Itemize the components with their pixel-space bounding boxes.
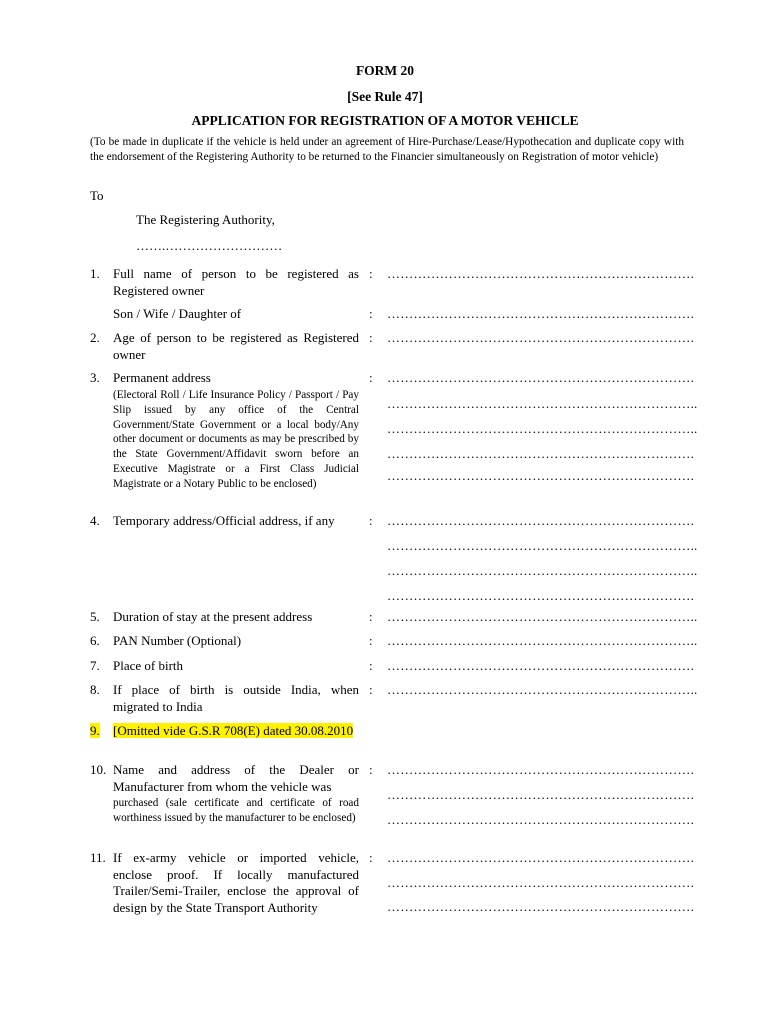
form-number: FORM 20 — [355, 63, 415, 78]
age-field[interactable]: ……………………………………………………………. — [387, 330, 695, 345]
addressee-to: To — [90, 188, 104, 203]
item-number: 6. — [90, 633, 100, 648]
colon: : — [369, 609, 373, 624]
item-label-omitted — [113, 723, 359, 740]
permanent-address-field-3[interactable]: …………………………………………………………….. — [387, 421, 698, 436]
permanent-address-note: (Electoral Roll / Life Insurance Policy / Passport / Pay Slip issued by any office of the Central Government/State Government or a local body/Any other document or documents as may be prescribed by the State Government/Affidavit sworn before an Executive Magistrate or a First Class Judicial Magistrate or a Notary Public to be enclosed) — [113, 389, 359, 490]
item-number: 4. — [90, 513, 100, 528]
temporary-address-field-4[interactable]: ……………………………………………………………. — [387, 588, 695, 603]
item-number: 3. — [90, 370, 100, 385]
item-number: 10. — [90, 762, 107, 777]
temporary-address-field-2[interactable]: …………………………………………………………….. — [387, 538, 698, 553]
rule-reference: [See Rule 47] — [347, 89, 423, 104]
omitted-highlight: [Omitted vide G.S.R 708(E) dated 30.08.2010 — [113, 723, 354, 738]
permanent-address-field-1[interactable]: ……………………………………………………………. — [387, 370, 695, 385]
dealer-field-2[interactable]: ……………………………………………………………. — [387, 787, 695, 802]
temporary-address-field-3[interactable]: …………………………………………………………….. — [387, 563, 698, 578]
form-note: (To be made in duplicate if the vehicle is held under an agreement of Hire-Purchase/Lease/Hypothecation and duplicate copy with the endorsement of the Registering Authority to be returned to the Financier simultaneously on Registration of motor vehicle) — [90, 136, 684, 163]
item-label-full-name: Full name of person to be registered as Registered owner — [113, 266, 359, 298]
duration-field[interactable]: …………………………………………………………….. — [387, 609, 698, 624]
dealer-field-1[interactable]: ……………………………………………………………. — [387, 762, 695, 777]
colon: : — [369, 370, 373, 385]
permanent-address-field-4[interactable]: ……………………………………………………………. — [387, 446, 695, 461]
pan-field[interactable]: …………………………………………………………….. — [387, 633, 698, 648]
permanent-address-field-2[interactable]: …………………………………………………………….. — [387, 396, 698, 411]
item-number: 1. — [90, 266, 100, 281]
item-label-temporary-address: Temporary address/Official address, if any — [113, 513, 335, 528]
item-number: 8. — [90, 682, 100, 697]
ex-army-field-3[interactable]: ……………………………………………………………. — [387, 899, 695, 914]
place-of-birth-field[interactable]: ……………………………………………………………. — [387, 658, 695, 673]
full-name-field[interactable]: ……………………………………………………………. — [387, 266, 695, 281]
migration-field[interactable]: …………………………………………………………….. — [387, 682, 698, 697]
item-label-ex-army: If ex-army vehicle or imported vehicle, enclose proof. If locally manufactured Trailer/Semi-Trailer, enclose the approval of design by the State Transport Authority — [113, 850, 359, 915]
item-label-age: Age of person to be registered as Registered owner — [113, 330, 359, 362]
registering-authority: The Registering Authority, — [136, 212, 275, 227]
permanent-address-field-5[interactable]: ……………………………………………………………. — [387, 468, 695, 483]
item-label-permanent-address: Permanent address — [113, 370, 211, 385]
colon: : — [369, 513, 373, 528]
item-number: 5. — [90, 609, 100, 624]
ex-army-field-2[interactable]: ……………………………………………………………. — [387, 875, 695, 890]
item-number: 11. — [90, 850, 106, 865]
item-number: 9. — [90, 723, 100, 738]
colon: : — [369, 306, 373, 321]
dealer-field-3[interactable]: ……………………………………………………………. — [387, 812, 695, 827]
colon: : — [369, 658, 373, 673]
item-label-dealer: Name and address of the Dealer or Manufacturer from whom the vehicle was — [113, 762, 359, 794]
item-label-relation: Son / Wife / Daughter of — [113, 306, 242, 321]
item-label-migration: If place of birth is outside India, when migrated to India — [113, 682, 359, 714]
colon: : — [369, 682, 373, 697]
colon: : — [369, 762, 373, 777]
form-title: APPLICATION FOR REGISTRATION OF A MOTOR VEHICLE — [191, 113, 579, 128]
item-label-pan: PAN Number (Optional) — [113, 633, 242, 648]
colon: : — [369, 633, 373, 648]
relation-field[interactable]: ……………………………………………………………. — [387, 306, 695, 321]
colon: : — [369, 850, 373, 865]
colon: : — [369, 330, 373, 345]
item-number: 2. — [90, 330, 100, 345]
item-label-duration: Duration of stay at the present address — [113, 609, 313, 624]
ex-army-field-1[interactable]: ……………………………………………………………. — [387, 850, 695, 865]
dealer-note: purchased (sale certificate and certificate of road worthiness issued by the manufacturer to be enclosed) — [113, 797, 359, 824]
temporary-address-field-1[interactable]: ……………………………………………………………. — [387, 513, 695, 528]
authority-blank: …….……………………… — [136, 238, 283, 253]
item-number: 7. — [90, 658, 100, 673]
item-label-place-of-birth: Place of birth — [113, 658, 184, 673]
colon: : — [369, 266, 373, 281]
